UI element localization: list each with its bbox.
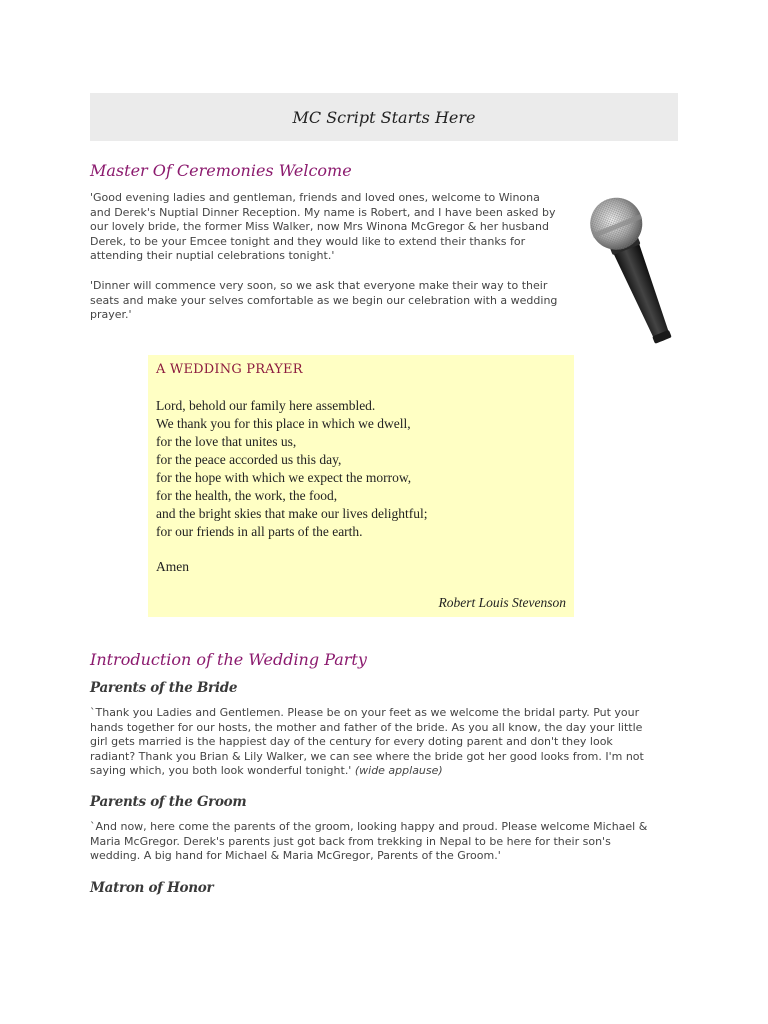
text-line: `And now, here come the parents of the groom, looking happy and proud. Please welcome Michael & — [90, 820, 648, 833]
prayer-title: A WEDDING PRAYER — [156, 362, 303, 377]
subheading-parents-bride: Parents of the Bride — [90, 680, 238, 696]
text-line: seats and make your selves comfortable as we begin our celebration with a wedding — [90, 293, 558, 307]
prayer-line: for the health, the work, the food, — [156, 488, 338, 503]
prayer-line: for the peace accorded us this day, — [156, 452, 342, 467]
text-line: `Thank you Ladies and Gentlemen. Please be on your feet as we welcome the bridal party. Put your — [90, 706, 640, 719]
prayer-line: for the love that unites us, — [156, 434, 297, 449]
text-line: 'Good evening ladies and gentleman, friends and loved ones, welcome to Winona — [90, 191, 540, 204]
text-line: Maria McGregor. Derek's parents just got back from trekking in Nepal to be here for their son's — [90, 834, 611, 848]
parents-bride-paragraph — [90, 706, 644, 779]
prayer-line: We thank you for this place in which we dwell, — [156, 416, 411, 431]
prayer-author: Robert Louis Stevenson — [438, 595, 566, 610]
text-line: attending their nuptial celebrations tonight.' — [90, 249, 335, 262]
welcome-heading: Master Of Ceremonies Welcome — [90, 161, 352, 180]
text-line: prayer.' — [90, 308, 132, 321]
prayer-lines — [156, 397, 427, 541]
prayer-closing: Amen — [156, 559, 189, 574]
text-line: radiant? Thank you Brian & Lily Walker, we can see where the bride got her good looks from. I'm not — [90, 749, 644, 763]
subheading-parents-groom: Parents of the Groom — [90, 794, 247, 810]
text-line: 'Dinner will commence very soon, so we ask that everyone make their way to their — [90, 279, 548, 292]
script-banner — [90, 93, 678, 141]
prayer-line: Lord, behold our family here assembled. — [156, 398, 376, 413]
text-line — [90, 764, 644, 779]
text-line: girl gets married is the happiest day of the century for every doting parent and don't they look — [90, 735, 613, 748]
text-line-content: saying which, you both look wonderful tonight.' — [90, 764, 352, 777]
text-line: hands together for our hosts, the mother and father of the bride. As you all know, the day your little — [90, 720, 643, 734]
subheading-matron-of-honor: Matron of Honor — [90, 880, 214, 896]
applause-note: (wide applause) — [354, 764, 443, 777]
prayer-box — [148, 355, 574, 617]
banner-title: MC Script Starts Here — [292, 107, 476, 127]
prayer-line: and the bright skies that make our lives delightful; — [156, 506, 428, 521]
parents-groom-paragraph — [90, 820, 647, 864]
welcome-paragraph-2 — [90, 279, 557, 323]
text-line: our lovely bride, the former Miss Walker, now Mrs Winona McGregor & her husband — [90, 220, 549, 233]
text-line: wedding. A big hand for Michael & Maria McGregor, Parents of the Groom.' — [90, 849, 501, 862]
welcome-paragraph-1 — [90, 191, 556, 264]
intro-heading: Introduction of the Wedding Party — [90, 650, 367, 669]
microphone-image — [580, 193, 680, 363]
text-line: and Derek's Nuptial Dinner Reception. My name is Robert, and I have been asked by — [90, 205, 556, 219]
text-line: Derek, to be your Emcee tonight and they would like to extend their thanks for — [90, 234, 526, 248]
prayer-line: for our friends in all parts of the earth. — [156, 524, 363, 539]
prayer-line: for the hope with which we expect the morrow, — [156, 470, 412, 485]
